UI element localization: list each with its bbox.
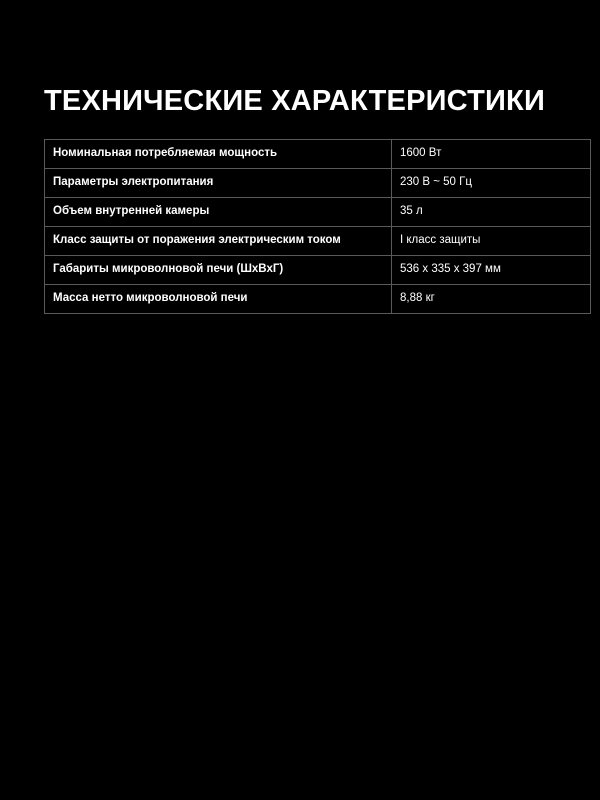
table-row <box>45 140 591 169</box>
spec-value: I класс защиты <box>392 227 591 256</box>
spec-value: 230 В ~ 50 Гц <box>392 169 591 198</box>
spec-parameter: Параметры электропитания <box>45 169 392 198</box>
table-row <box>45 285 591 314</box>
specifications-table-body <box>45 140 591 314</box>
spec-parameter: Габариты микроволновой печи (ШхВхГ) <box>45 256 392 285</box>
spec-parameter: Класс защиты от поражения электрическим током <box>45 227 392 256</box>
spec-parameter: Объем внутренней камеры <box>45 198 392 227</box>
spec-parameter: Номинальная потребляемая мощность <box>45 140 392 169</box>
spec-value: 1600 Вт <box>392 140 591 169</box>
table-row <box>45 256 591 285</box>
table-row <box>45 227 591 256</box>
table-row <box>45 169 591 198</box>
spec-value: 35 л <box>392 198 591 227</box>
spec-parameter: Масса нетто микроволновой печи <box>45 285 392 314</box>
specifications-table <box>44 139 591 314</box>
spec-value: 536 x 335 x 397 мм <box>392 256 591 285</box>
page-title: ТЕХНИЧЕСКИЕ ХАРАКТЕРИСТИКИ <box>44 85 546 117</box>
spec-value: 8,88 кг <box>392 285 591 314</box>
table-row <box>45 198 591 227</box>
